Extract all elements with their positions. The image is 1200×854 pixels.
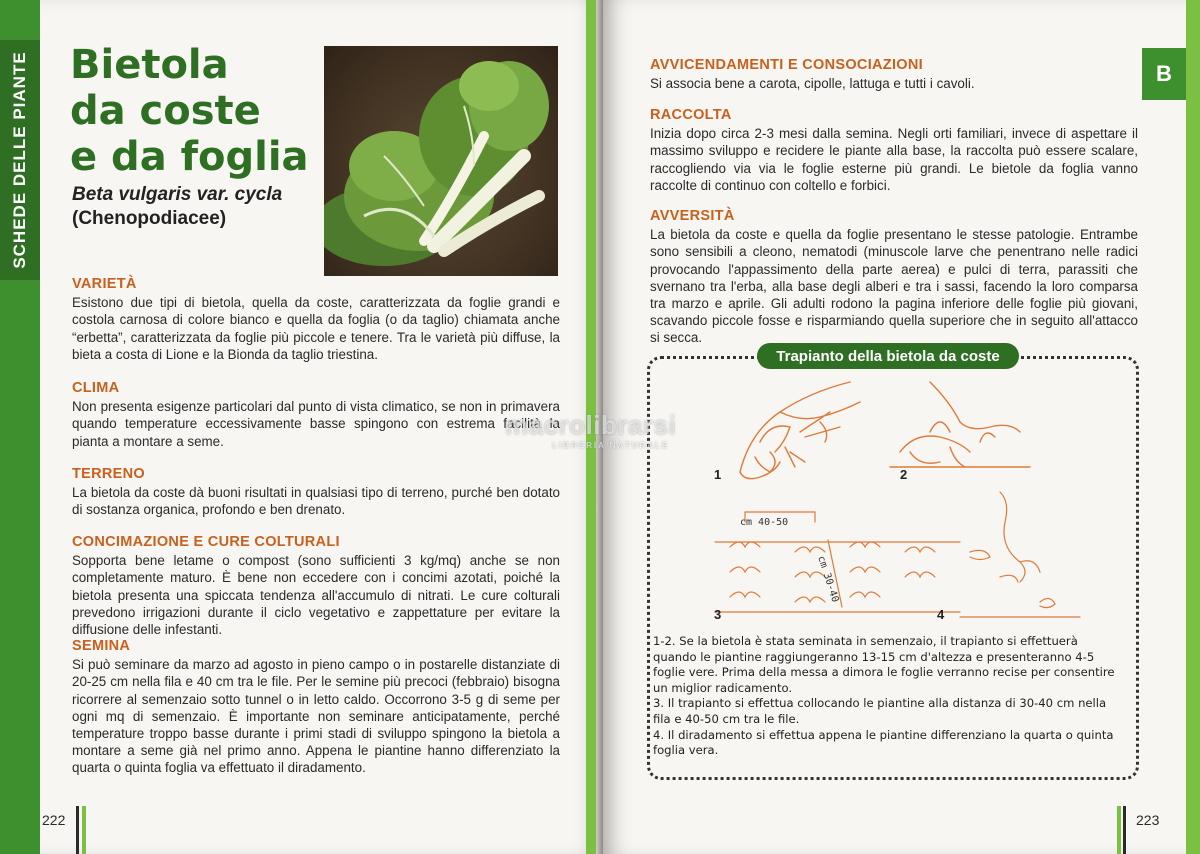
section-semina [72, 638, 560, 777]
section-text: Esistono due tipi di bietola, quella da coste, caratterizzata da foglie grandi e costola carnosa di colore bianco e quella da foglia (o da taglio) chiamata anche “erbetta”, caratterizzata da foglie più piccole e tenere. Tra le varietà più diffuse, la bieta a costa di Lione e la Bionda da taglio triestina. [72, 295, 560, 362]
figure-number-3: 3 [714, 607, 722, 622]
figure-number-2: 2 [900, 467, 908, 482]
alphabet-tab: B [1142, 48, 1186, 100]
hand-cutting-leaves-sketch [740, 382, 860, 479]
page-number-bar [1123, 806, 1126, 854]
section-text: Non presenta esigenze particolari dal punto di vista climatico, se non in primavera quando temperature eccessivamente basse spingono con estrema facilità la pianta a montare a seme. [72, 399, 560, 449]
section-heading: TERRENO [72, 466, 145, 482]
section-avversita [650, 208, 1138, 347]
transplant-caption [653, 634, 1125, 759]
plant-distance-label: cm 30-40 [815, 554, 841, 604]
section-text: La bietola da coste e quella da foglie presentano le stesse patologie. Entrambe sono sensibili a cleono, nematodi (minuscole larve che penentrano nelle radici provocando l'appassimento della parte aerea) e pulci di terra, parassiti che svernano tra l'erba, alla base degli alberi e tra i sassi, facendo la loro comparsa tra marzo e aprile. Gli adulti rodono la pagina inferiore delle foglie più giovani, scavando piccole fosse e risparmiando quella superiore che in seguito all'attacco si secca. [650, 227, 1138, 346]
row-distance-label: cm 40-50 [740, 517, 789, 528]
section-avvicendamenti [650, 57, 1138, 92]
section-raccolta [650, 107, 1138, 194]
page-number-right: 223 [1136, 812, 1160, 828]
section-side-label: SCHEDE DELLE PIANTE [10, 51, 29, 269]
page-edge-stripe [1186, 0, 1200, 854]
plant-title [70, 42, 320, 180]
section-heading: VARIETÀ [72, 276, 137, 292]
section-text: Si associa bene a carota, cipolle, lattuga e tutti i cavoli. [650, 76, 975, 92]
section-clima [72, 380, 560, 450]
figure-number-1: 1 [714, 467, 722, 482]
page-number-bar-accent [1117, 806, 1121, 854]
page-number-left: 222 [42, 812, 66, 828]
chard-photo [324, 46, 558, 276]
figure-number-4: 4 [937, 607, 945, 622]
section-heading: AVVERSITÀ [650, 208, 735, 224]
watermark-tagline: LIBRERIA NATURALE [552, 441, 670, 450]
section-concimazione [72, 534, 560, 638]
chard-plant-illustration [324, 46, 558, 276]
section-text: Inizia dopo circa 2-3 mesi dalla semina. Negli orti familiari, invece di aspettare il massimo sviluppo e recidere le piante alla base, la raccolta può essere scalare, raccogliendo via via le foglie esterne più grandi. Le bietole da foglia vanno raccolte di continuo con coltello e forbici. [650, 126, 1138, 193]
plant-title-line-2: da coste [70, 88, 261, 134]
section-text: La bietola da coste dà buoni risultati in qualsiasi tipo di terreno, purché ben dotato di sostanza organica, profondo e ben drenato. [72, 485, 560, 518]
transplant-box-title: Trapianto della bietola da coste [757, 343, 1019, 369]
latin-name: Beta vulgaris var. cycla [72, 184, 283, 205]
caption-paragraph: 1-2. Se la bietola è stata seminata in semenzaio, il trapianto si effettuerà quando le piantine raggiungeranno 13-15 cm d'altezza e presenteranno 4-5 foglie vere. Prima della messa a dimora le foglie verranno recise per consentire un miglior radicamento. [653, 634, 1115, 695]
page-number-bar-accent [82, 806, 86, 854]
section-heading: CONCIMAZIONE E CURE COLTURALI [72, 534, 340, 550]
thinning-sketch [960, 492, 1080, 617]
page-number-bar [76, 806, 79, 854]
watermark [505, 410, 676, 450]
plant-title-line-3: e da foglia [70, 134, 309, 180]
section-heading: SEMINA [72, 638, 131, 654]
watermark-brand: macrolibrarsi [505, 410, 677, 440]
section-side-tab [0, 0, 40, 854]
plant-family: (Chenopodiacee) [72, 208, 227, 229]
section-terreno [72, 466, 560, 519]
transplant-illustrations [700, 372, 1120, 632]
section-heading: CLIMA [72, 380, 120, 396]
section-text: Si può seminare da marzo ad agosto in pieno campo o in postarelle distanziate di 20-25 cm nella fila e 40 cm tra le file. Per le semine più precoci (febbraio) bisogna ricorrere al semenzaio sotto tunnel o in letto caldo. Occorrono 3-5 g di seme per ogni mq di semenzaio. È importante non seminare anticipatamente, perché temperature troppo basse durante i primi stadi di sviluppo spingono la bietola a montare a seme già nel primo anno. Appena le piantine hanno differenziato la quarta o quinta foglia va effettuato il diradamento. [72, 657, 560, 776]
section-heading: AVVICENDAMENTI E CONSOCIAZIONI [650, 57, 923, 73]
section-text: Sopporta bene letame o compost (sono sufficienti 3 kg/mq) anche se non completamente maturo. È bene non eccedere con i concimi azotati, poiché la bietola presenta una spiccata tendenza all'accumulo di nitrati. Le cure colturali prevedono irrigazioni durante il ciclo vegetativo e zappettature per evitare la diffusione delle infestanti. [72, 553, 560, 638]
caption-paragraph: 4. Il diradamento si effettua appena le piantine differenziano la quarta o quinta foglia vera. [653, 727, 1114, 758]
hand-planting-seedling-sketch [890, 382, 1030, 467]
caption-paragraph: 3. Il trapianto si effettua collocando le piantine alla distanza di 30-40 cm nella fila e 40-50 cm tra le file. [653, 696, 1107, 726]
section-heading: RACCOLTA [650, 107, 732, 123]
section-varieta [72, 276, 560, 363]
plant-title-line-1: Bietola [70, 42, 229, 88]
